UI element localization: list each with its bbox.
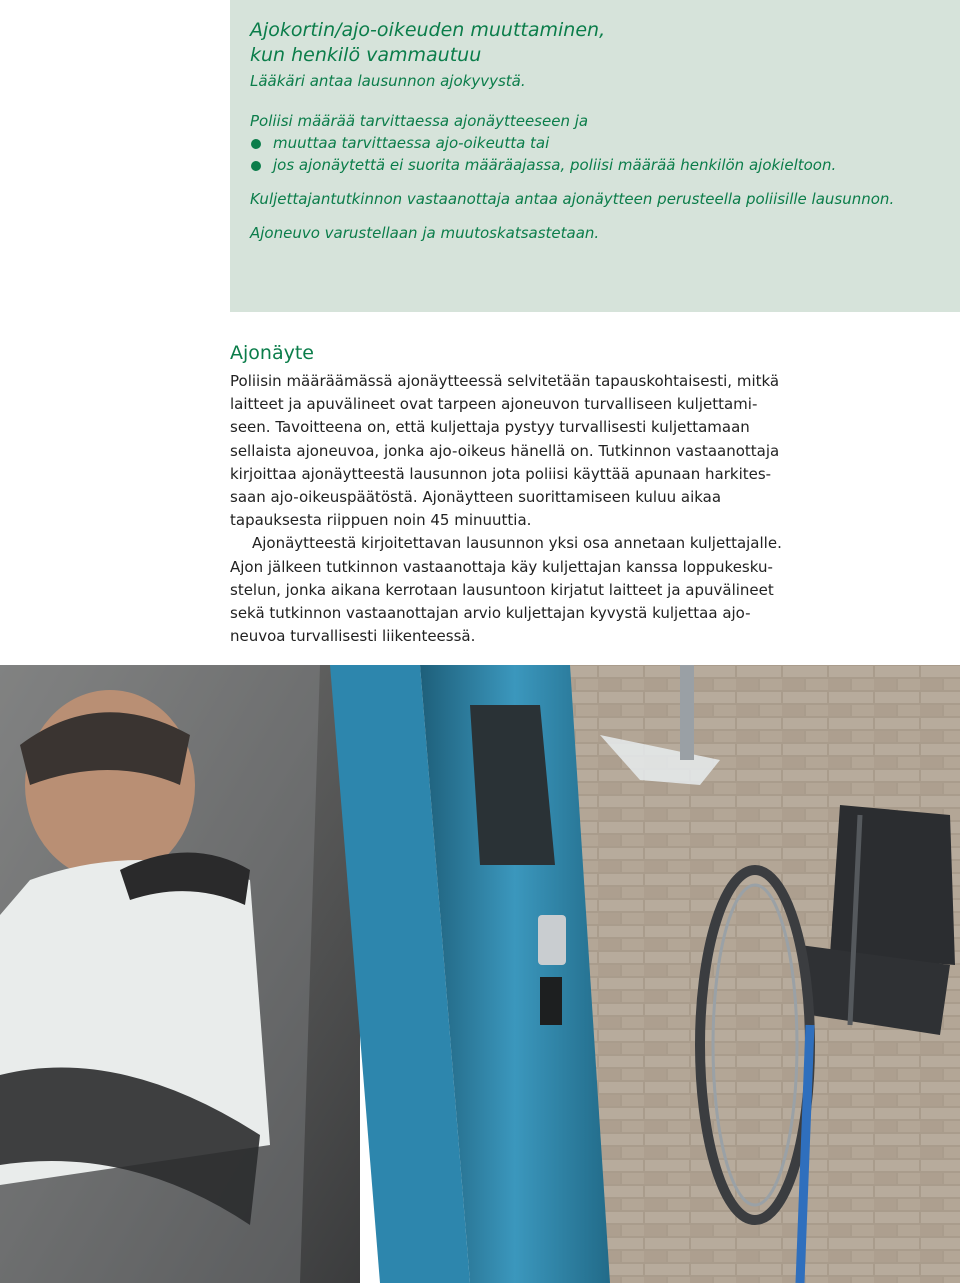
- bullet-item: [250, 154, 940, 176]
- info-box-title-line1: Ajokortin/ajo-oikeuden muuttaminen,: [250, 19, 606, 41]
- bullet-dot-icon: [251, 161, 261, 171]
- car-wheelchair-photo: [0, 665, 960, 1283]
- info-box-title: [250, 18, 940, 68]
- section-heading: Ajonäyte: [230, 342, 314, 364]
- photo-illustration: [0, 665, 960, 1283]
- info-box-bullet-list: [250, 132, 940, 176]
- bullet-text: muuttaa tarvittaessa ajo-oikeutta tai: [273, 134, 550, 152]
- info-box-paragraph-1: Kuljettajantutkinnon vastaanottaja antaa ajonäytteen perusteella poliisille lausunnon.: [250, 190, 895, 208]
- info-box-title-line2: kun henkilö vammautuu: [250, 44, 482, 66]
- bullet-dot-icon: [251, 139, 261, 149]
- info-box-content: [250, 18, 940, 244]
- ajonayte-section: [230, 340, 830, 648]
- bullet-item: [250, 132, 940, 154]
- door-latch: [538, 915, 566, 965]
- info-box-paragraph-2: Ajoneuvo varustellaan ja muutoskatsastetaan.: [250, 224, 600, 242]
- section-paragraph-1: Poliisin määräämässä ajonäytteessä selvitetään tapauskohtaisesti, mitkä laitteet ja apuvälineet ovat tarpeen ajoneuvon turvalliseen kuljettami- seen. Tavoitteena on, että kuljettaja pystyy turvallisesti kuljettamaan sellaista ajoneuvoa, jonka ajo-oikeus hänellä on. Tutkinnon vastaanottaja kirjoittaa ajonäytteestä lausunnon jota poliisi käyttää apunaan harkites- saan ajo-oikeuspäätöstä. Ajonäytteen suorittamiseen kuluu aikaa tapauksesta riippuen noin 45 minuuttia.: [230, 372, 780, 530]
- door-sticker: [540, 977, 562, 1025]
- info-box-line-2: Poliisi määrää tarvittaessa ajonäytteeseen ja: [250, 112, 589, 130]
- door-opening-dark: [470, 705, 555, 865]
- wheelchair-backrest: [830, 805, 955, 965]
- bullet-text: jos ajonäytettä ei suorita määräajassa, poliisi määrää henkilön ajokieltoon.: [273, 156, 837, 174]
- info-box-line-1: Lääkäri antaa lausunnon ajokyvystä.: [250, 72, 526, 90]
- info-box: [230, 0, 960, 312]
- sign-pole: [680, 665, 694, 760]
- section-paragraph-2: Ajonäytteestä kirjoitettavan lausunnon yksi osa annetaan kuljettajalle. Ajon jälkeen tutkinnon vastaanottaja käy kuljettajan kanssa loppukesku- stelun, jonka aikana kerrotaan lausuntoon kirjatut laitteet ja apuvälineet sekä tutkinnon vastaanottajan arvio kuljettajan kyvystä kuljettaa ajo- neuvoa turvallisesti liikenteessä.: [230, 534, 782, 646]
